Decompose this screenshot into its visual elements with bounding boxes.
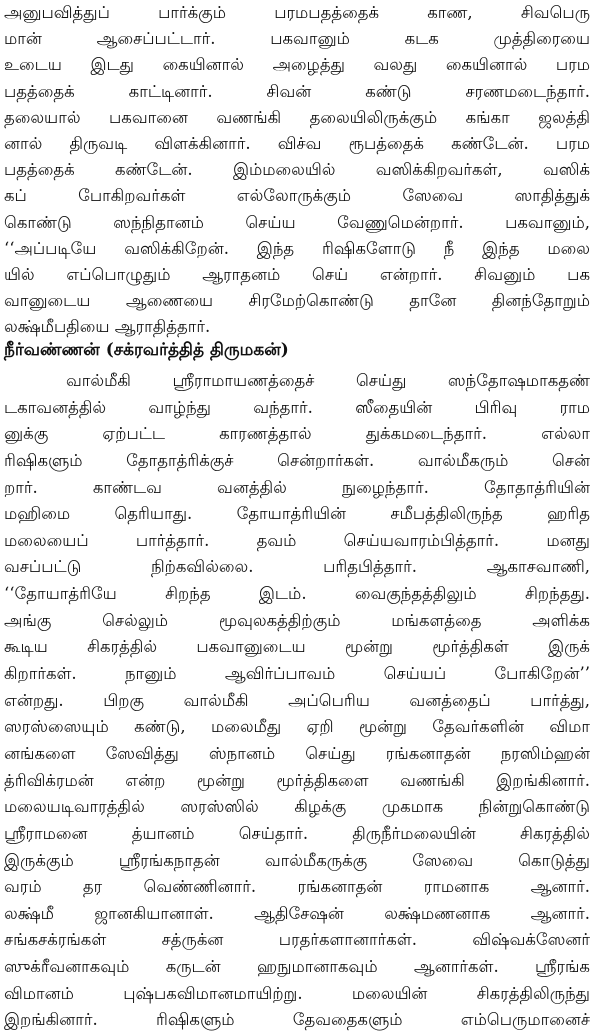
text-line: கப் போகிறவர்கள் எல்லோருக்கும் ஸேவை ஸாதித்துக் — [4, 186, 590, 206]
text-line: மஹிமை தெரியாது. தோயாத்ரியின் சமீபத்திலிருந்த ஹரித — [4, 504, 590, 524]
paragraph-1 — [4, 0, 590, 340]
text-line: வரம் தர வெண்ணினார். ரங்கனாதன் ராமனாக ஆனார். — [4, 877, 590, 897]
text-line: உடைய இடது கையினால் அழைத்து வலது கையினால் பரம — [4, 55, 590, 75]
text-line: பதத்தைக் காட்டினார். சிவன் கண்டு சரணமடைந்தார். — [4, 81, 590, 101]
text-line: ஸுக்ரீவனாகவும் கருடன் ஹநுமானாகவும் ஆனார்கள். ஸ்ரீரங்க — [4, 957, 590, 977]
text-line: அனுபவித்துப் பார்க்கும் பரமபதத்தைக் காண, சிவபெரு — [4, 3, 590, 22]
text-line: லக்ஷ்மீ ஜானகியானாள். ஆதிசேஷன் லக்ஷ்மணனாக ஆனார். — [4, 903, 590, 923]
text-line: யில் எப்பொழுதும் ஆராதனம் செய் என்றார். சிவனும் பக — [4, 264, 590, 284]
text-line: கிறார்கள். நானும் ஆவிர்ப்பாவம் செய்யப் போகிறேன்’’ — [4, 664, 590, 684]
paragraph-2 — [4, 368, 590, 1034]
text-line: அங்கு செல்லும் மூவுலகத்திற்கும் மங்களத்தை அளிக்க — [4, 610, 590, 630]
text-line: னுக்கு ஏற்பட்ட காரணத்தால் துக்கமடைந்தார். எல்லா — [4, 424, 590, 444]
text-line: னங்களை ஸேவித்து ஸ்நானம் செய்து ரங்கனாதன் நரஸிம்ஹன் — [4, 743, 590, 763]
text-line: றார். காண்டவ வனத்தில் நுழைந்தார். தோதாத்ரியின் — [4, 477, 590, 497]
text-line: ஸ்ரீராமனை த்யானம் செய்தார். திருநீர்மலையின் சிகரத்தில் — [4, 823, 590, 843]
text-line: ரிஷிகளும் தோதாத்ரிக்குச் சென்றார்கள். வால்மீகரும் சென் — [4, 450, 590, 470]
text-line: னால் திருவடி விளக்கினார். விச்வ ரூபத்தைக் கண்டேன். பரம — [4, 133, 590, 153]
text-line: ‘‘தோயாத்ரியே சிறந்த இடம். வைகுந்தத்திலும் சிறந்தது. — [4, 584, 590, 604]
text-line: விமானம் புஷ்பகவிமானமாயிற்று. மலையின் சிகரத்திலிருந்து — [4, 983, 590, 1003]
text-line: ஸரஸ்ஸையும் கண்டு, மலைமீது ஏறி மூன்று தேவர்களின் விமா — [4, 717, 590, 737]
text-line: சங்கசக்ரங்கள் சத்ருக்ன பரதர்களானார்கள். விஷ்வக்ஸேனர் — [4, 930, 590, 950]
text-line: டகாவனத்தில் வாழ்ந்து வந்தார். ஸீதையின் பிரிவு ராம — [4, 397, 590, 417]
text-line: பதத்தைக் கண்டேன். இம்மலையில் வஸிக்கிறவர்கள், வஸிக் — [4, 160, 590, 180]
text-line: ‘‘அப்படியே வஸிக்கிறேன். இந்த ரிஷிகளோடு நீ இந்த மலை — [4, 238, 590, 258]
text-line: வசப்பட்டு நிற்கவில்லை. பரிதபித்தார். ஆகாசவாணி, — [4, 557, 590, 577]
text-line: மலையடிவாரத்தில் ஸரஸ்ஸில் கிழக்கு முகமாக நின்றுகொண்டு — [4, 797, 590, 817]
text-line: மலையைப் பார்த்தார். தவம் செய்யவாரம்பித்தார். மனது — [4, 530, 590, 550]
text-line: கூடிய சிகரத்தில் பகவானுடைய மூன்று மூர்த்திகள் இருக் — [4, 637, 590, 657]
text-line: இருக்கும் ஸ்ரீரங்கநாதன் வால்மீகருக்கு ஸேவை கொடுத்து — [4, 850, 590, 870]
text-line: இறங்கினார். ரிஷிகளும் தேவதைகளும் எம்பெருமானைச் — [4, 1010, 590, 1030]
text-line: லக்ஷ்மீபதியை ஆராதித்தார். — [4, 317, 211, 337]
text-line: கொண்டு ஸந்நிதானம் செய்ய வேணுமென்றார். பகவானும், — [4, 212, 590, 232]
section-heading: நீர்வண்ணன் (சக்ரவர்த்தித் திருமகன்) — [4, 340, 289, 360]
text-line: த்ரிவிக்ரமன் என்ற மூன்று மூர்த்திகளை வணங்கி இறங்கினார். — [4, 770, 590, 790]
text-line: மான் ஆசைப்பட்டார். பகவானும் கடக முத்திரையை — [4, 29, 590, 49]
text-line: வால்மீகி ஸ்ரீராமாயணத்தைச் செய்து ஸந்தோஷமாகதண் — [66, 371, 590, 390]
text-line: வானுடைய ஆணையை சிரமேற்கொண்டு தானே தினந்தோறும் — [4, 291, 590, 311]
text-line: தலையால் பகவானை வணங்கி தலையிலிருக்கும் கங்கா ஜலத்தி — [4, 107, 590, 127]
text-line: என்றது. பிறகு வால்மீகி அப்பெரிய வனத்தைப் பார்த்து, — [4, 690, 590, 710]
